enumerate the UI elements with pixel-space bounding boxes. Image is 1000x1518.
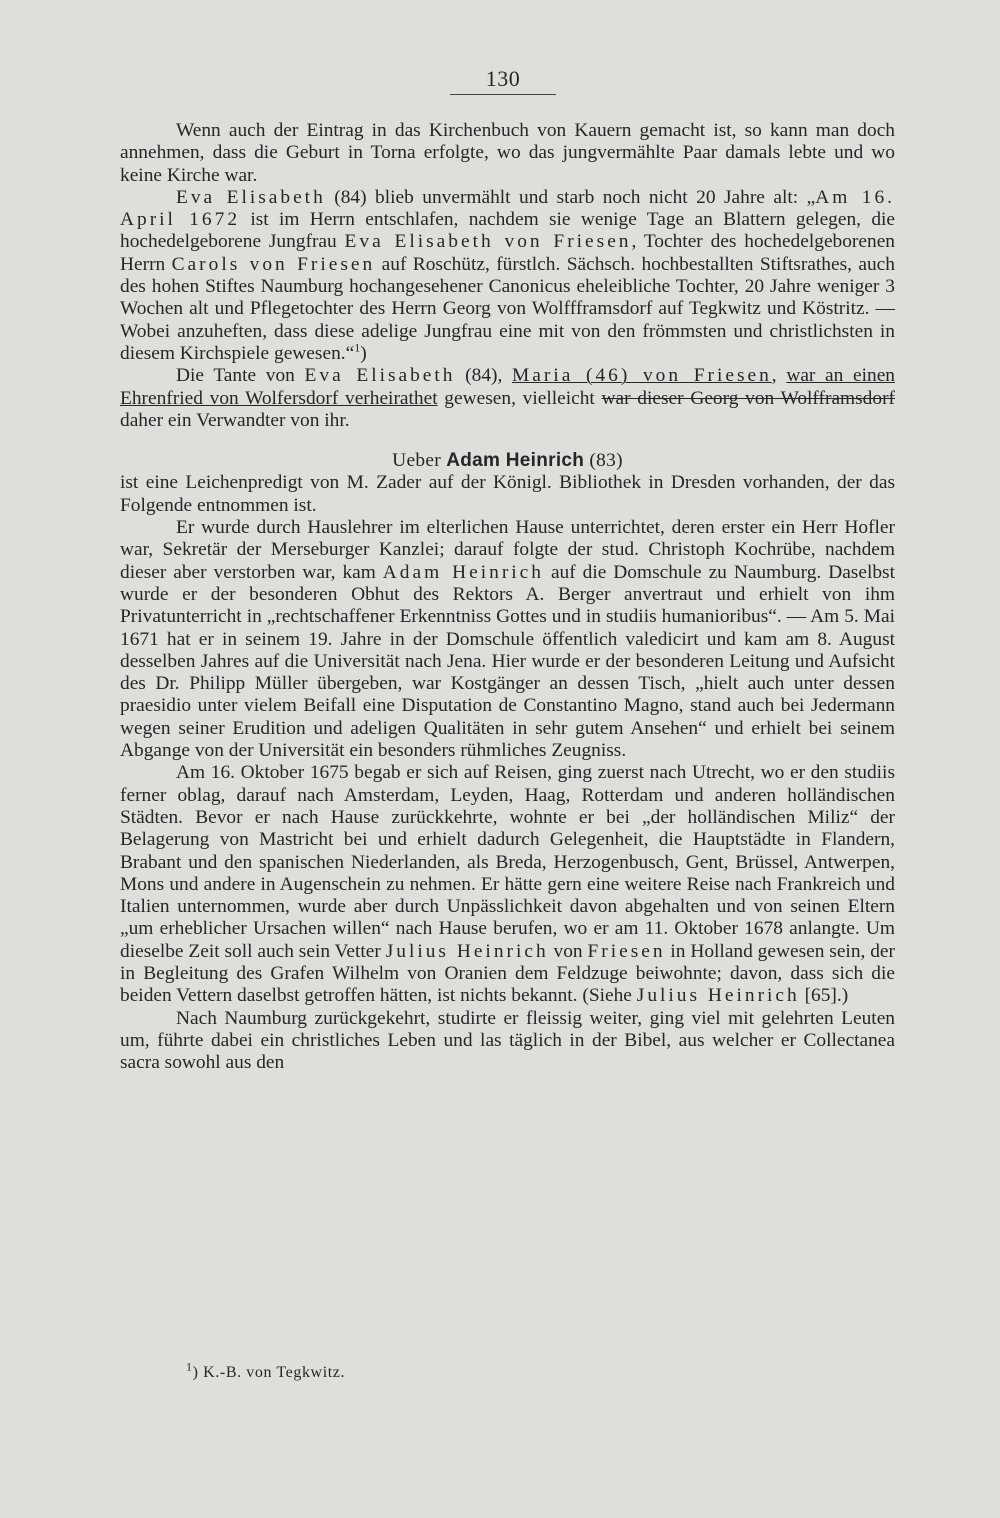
section-heading bbox=[120, 450, 895, 472]
text-run: Er wurde durch Hauslehrer im elterlichen Hause unterrichtet, deren erster ein Herr Hofler war, Sekretär der Merseburger Kanzlei; darauf folgte der stud. Christoph Kochrübe, nachdem dieser aber verstorben war, kam bbox=[120, 517, 895, 583]
body-text bbox=[120, 120, 895, 1074]
text-run: ist im Herrn entschlafen, nachdem sie wenige Tage an Blattern gelegen, die hochedelgeborene Jungfrau bbox=[120, 209, 896, 253]
page-number-rule bbox=[450, 94, 556, 95]
text-run: , Tochter des hochedelgeborenen Herrn bbox=[120, 231, 895, 275]
page-number: 130 bbox=[485, 66, 521, 91]
text-run: auf Roschütz, fürstlch. Sächsch. hochbestallten Stiftsrathes, auch des hohen Stiftes Naumburg hochangesehener Canonicus eheleibliche Tochter, 20 Jahre weniger 3 Wochen alt und Pflegetochter des Herrn Georg von Wolffframsdorf auf Tegkwitz und Köstritz. — Wobei anzuheften, dass diese adelige Jungfrau eine mit von den frömmsten und christlichsten in diesem Kirchspiele gewesen.“ bbox=[120, 253, 895, 364]
text-run: in Holland gewesen sein, der in Begleitung des Grafen Wilhelm von Oranien dem Feldzuge beiwohnte; davon, dass sich die beiden Vettern daselbst getroffen hätten, ist nichts bekannt. (Siehe bbox=[120, 940, 895, 1007]
spaced-name: Eva Elisabeth von Friesen bbox=[344, 231, 632, 253]
footnote-text: ) K.-B. von Tegkwitz. bbox=[192, 1364, 346, 1381]
heading-suffix: (83) bbox=[584, 450, 623, 472]
text-run: , bbox=[771, 365, 787, 387]
text-run: gewesen, vielleicht bbox=[437, 387, 602, 409]
spaced-name: Adam Heinrich bbox=[382, 561, 544, 583]
heading-prefix: Ueber bbox=[392, 450, 447, 472]
text-run: (84), bbox=[455, 365, 513, 387]
text-run: von bbox=[548, 940, 588, 962]
text-run: Am 16. Oktober 1675 begab er sich auf Reisen, ging zuerst nach Utrecht, wo er den studiis ferner oblag, darauf nach Amsterdam, Leyden, Haag, Rotterdam und anderen holländischen Städten. Bevor er nach Hause zurückkehrte, wohnte er bei „der holländischen Miliz“ der Belagerung von Mastricht bei und erhielt dadurch Gelegenheit, die Hauptstädte in Flandern, Brabant und den spanischen Niederlanden, als Breda, Herzogenbusch, Gent, Brüssel, Antwerpen, Mons und andere in Augenschein zu nehmen. Er hätte gern eine weitere Reise nach Frankreich und Italien unternommen, wurde aber durch Unpässlichkeit davon abgehalten und von seinen Eltern „um erheblicher Ursachen willen“ nach Hause berufen, wo er am 11. Oktober 1678 anlangte. Um dieselbe Zeit soll auch sein Vetter bbox=[120, 762, 895, 962]
text-run: daher ein Verwandter von ihr. bbox=[120, 409, 350, 431]
text-run: auf die Domschule zu Naumburg. Daselbst wurde er der besonderen Obhut des Rektors A. Berger anvertraut und erhielt von ihm Privatunterricht in „rechtschaffener Erkenntniss Gottes und in studiis humanioribus“. — Am 5. Mai 1671 hat er in seinem 19. Jahre in der Domschule öffentlich valedicirt und kam am 8. August desselben Jahres auf die Universität nach Jena. Hier wurde er der besonderen Leitung und Aufsicht des Dr. Philipp Müller übergeben, war Kostgänger an dessen Tisch, „hielt auch unter dessen praesidio unter vielem Beifall eine Disputation de Constantino Magno, stand auch bei Jedermann wegen seiner Erudition und adeligen Qualitäten in sehr gutem Ansehen“ und erhielt bei seinem Abgange von der Universität ein besonders rühmliches Zeugniss. bbox=[120, 561, 895, 762]
footnote bbox=[186, 1359, 346, 1382]
spaced-date: Am 16. April 1672 bbox=[120, 186, 895, 231]
paragraph-2 bbox=[120, 187, 895, 365]
spaced-name: Carols von Friesen bbox=[171, 253, 376, 275]
text-run: ) bbox=[360, 342, 367, 364]
paragraph-3 bbox=[120, 365, 895, 432]
underlined-name: Maria (46) von Friesen bbox=[512, 365, 772, 387]
text-run: (84) blieb unvermählt und starb noch nicht 20 Jahre alt: „ bbox=[325, 186, 816, 208]
spaced-name: Julius Heinrich bbox=[636, 985, 800, 1007]
spaced-name: Friesen bbox=[587, 940, 666, 962]
text-run: Die Tante von bbox=[176, 365, 305, 387]
text-run: [65].) bbox=[799, 985, 849, 1007]
heading-name: Adam Heinrich bbox=[446, 450, 585, 472]
spaced-name: Julius Heinrich bbox=[385, 940, 549, 962]
footnote-reference[interactable]: 1 bbox=[354, 340, 361, 355]
paragraph-1: Wenn auch der Eintrag in das Kirchenbuch von Kauern gemacht ist, so kann man doch annehmen, dass die Geburt in Torna erfolgte, wo das jungvermählte Paar damals lebte und wo keine Kirche war. bbox=[120, 120, 895, 186]
paragraph-6 bbox=[120, 762, 895, 1007]
paragraph-5 bbox=[120, 517, 895, 762]
footnote-marker: 1 bbox=[186, 1359, 193, 1374]
spaced-name: Eva Elisabeth bbox=[176, 186, 326, 208]
struck-text: war dieser Georg von Wolfframsdorf bbox=[601, 387, 895, 409]
underlined-text: war an einen Ehrenfried von Wolfersdorf verheirathet bbox=[120, 365, 896, 409]
paragraph-7: Nach Naumburg zurückgekehrt, studirte er fleissig weiter, ging viel mit gelehrten Leuten um, führte dabei ein christliches Leben und las täglich in der Bibel, aus welcher er Collectanea sacra sowohl aus den bbox=[120, 1007, 895, 1074]
paragraph-4: ist eine Leichenpredigt von M. Zader auf der Königl. Bibliothek in Dresden vorhanden, der das Folgende entnommen ist. bbox=[120, 472, 895, 516]
spaced-name: Eva Elisabeth bbox=[304, 365, 456, 387]
